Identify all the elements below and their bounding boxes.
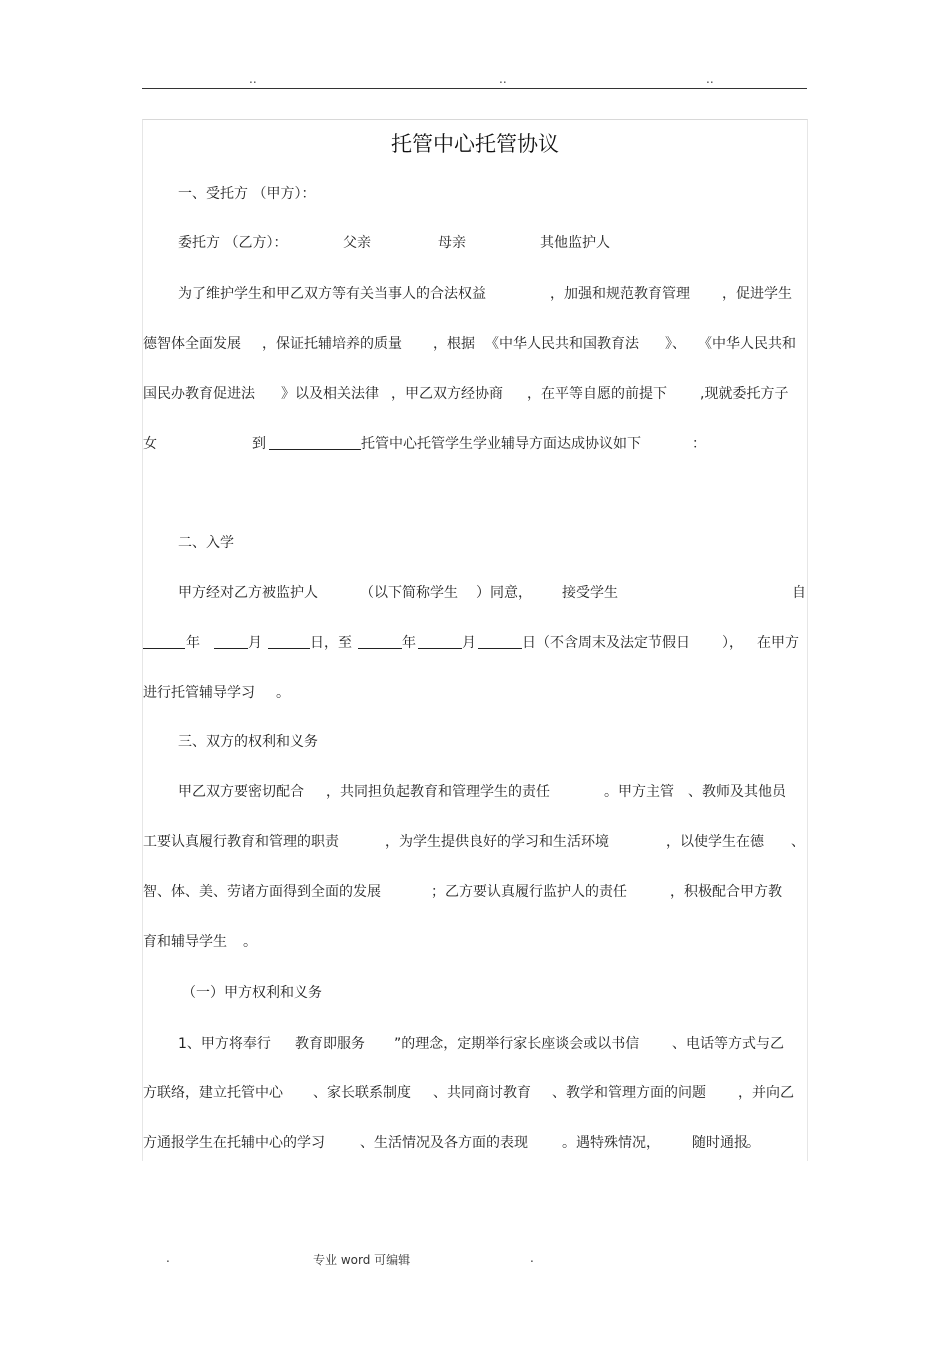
header-dots-left: .. <box>249 72 257 86</box>
sec2-line3-b: 。 <box>276 685 290 701</box>
para1-line3-e: ,现就委托方子 <box>700 386 789 402</box>
sec3-line2-b: ，为学生提供良好的学习和生活环境 <box>385 834 609 850</box>
para1-line2-d: 《中华人民共和国教育法 <box>485 336 639 352</box>
start-day-blank <box>268 634 310 649</box>
para1-line3-b: 》以及相关法律 <box>281 386 379 402</box>
para1-line1-b: ，加强和规范教育管理 <box>550 286 690 302</box>
clause1-line3-a: 方通报学生在托辅中心的学习 <box>143 1135 325 1151</box>
para1-line4-a: 女 <box>143 436 157 452</box>
sec3-line1-d: 、教师及其他员 <box>688 784 786 800</box>
clause1-line2-b: 、家长联系制度 <box>313 1085 411 1101</box>
para1-line3-a: 国民办教育促进法 <box>143 386 255 402</box>
para1-line4-b: 到 <box>252 436 266 452</box>
footer-right-dot: . <box>530 1251 534 1265</box>
start-month-blank <box>214 634 248 649</box>
sec2-line3-a: 进行托管辅导学习 <box>143 685 255 701</box>
end-year-blank <box>358 634 402 649</box>
clause1-line1-a: 1、甲方将奉行 <box>178 1036 271 1052</box>
party-b-label: 委托方 （乙方）： <box>178 235 288 251</box>
end-month-blank <box>418 634 462 649</box>
para1-line2-e: 》、 <box>665 336 686 352</box>
sec3-line2-d: 、 <box>791 834 805 850</box>
party-a-label: 一、受托方 （甲方）： <box>178 186 316 202</box>
subsection-a-heading: （一）甲方权利和义务 <box>182 985 322 1001</box>
sec2-line1-c: ）同意， <box>476 585 532 601</box>
footer-text: 专业 word 可编辑 <box>313 1253 411 1267</box>
end-day-blank <box>478 634 522 649</box>
para1-line1-a: 为了维护学生和甲乙双方等有关当事人的合法权益 <box>178 286 486 302</box>
para1-line2-b: ，保证托辅培养的质量 <box>262 336 402 352</box>
start-year-blank <box>143 634 185 649</box>
option-mother: 母亲 <box>438 235 466 251</box>
header-rule <box>142 88 807 89</box>
para1-line2-f: 《中华人民共和 <box>698 336 796 352</box>
para1-line3-c: ，甲乙双方经协商 <box>391 386 503 402</box>
section3-heading: 三、双方的权利和义务 <box>178 734 318 750</box>
start-day-label: 日，至 <box>310 635 352 651</box>
sec3-line4-b: 。 <box>243 934 257 950</box>
sec3-line2-a: 工要认真履行教育和管理的职责 <box>143 834 339 850</box>
sec2-line1-a: 甲方经对乙方被监护人 <box>178 585 318 601</box>
option-other-guardian: 其他监护人 <box>540 235 610 251</box>
clause1-line3-c: 。遇特殊情况， <box>562 1135 660 1151</box>
para1-line4-d: ： <box>692 436 706 452</box>
start-month-label: 月 <box>248 635 262 651</box>
clause1-line2-d: 、教学和管理方面的问题 <box>552 1085 706 1101</box>
sec2-line1-d: 接受学生 <box>562 585 618 601</box>
clause1-line3-b: 、生活情况及各方面的表现 <box>360 1135 528 1151</box>
sec3-line3-a: 智、体、美、劳诸方面得到全面的发展 <box>143 884 381 900</box>
clause1-line2-e: ，并向乙 <box>738 1085 794 1101</box>
sec2-line2-close: ）， <box>722 635 743 651</box>
document-title: 托管中心托管协议 <box>391 132 559 156</box>
clause1-line1-d: 、电话等方式与乙 <box>672 1036 784 1052</box>
option-father: 父亲 <box>343 235 371 251</box>
sec3-line1-a: 甲乙双方要密切配合 <box>178 784 304 800</box>
para1-line1-c: ，促进学生 <box>722 286 792 302</box>
clause1-line1-b: 教育即服务 <box>295 1036 365 1052</box>
sec3-line3-b: ；乙方要认真履行监护人的责任 <box>431 884 627 900</box>
clause1-line3-e: 。 <box>746 1135 760 1151</box>
end-month-label: 月 <box>462 635 476 651</box>
para1-line3-d: ，在平等自愿的前提下 <box>527 386 667 402</box>
sec2-line2-at-a: 在甲方 <box>757 635 799 651</box>
start-year-label: 年 <box>186 635 200 651</box>
sec3-line1-c: 。甲方主管 <box>604 784 674 800</box>
para1-line4-c: 托管中心托管学生学业辅导方面达成协议如下 <box>361 436 641 452</box>
header-dots-mid: .. <box>499 72 507 86</box>
clause1-line3-d: 随时通报 <box>692 1135 748 1151</box>
sec3-line1-b: ，共同担负起教育和管理学生的责任 <box>326 784 550 800</box>
sec3-line2-c: ，以使学生在德 <box>666 834 764 850</box>
end-year-label: 年 <box>402 635 416 651</box>
clause1-line2-c: 、共同商讨教育 <box>433 1085 531 1101</box>
sec2-line1-e: 自 <box>792 585 806 601</box>
clause1-line2-a: 方联络，建立托管中心 <box>143 1085 283 1101</box>
header-dots-right: .. <box>706 72 714 86</box>
para1-line2-c: ，根据 <box>433 336 475 352</box>
sec2-line1-b: （以下简称学生 <box>360 585 458 601</box>
footer-left-dot: . <box>166 1251 170 1265</box>
sec3-line3-c: ，积极配合甲方教 <box>670 884 782 900</box>
para1-line2-a: 德智体全面发展 <box>143 336 241 352</box>
section2-heading: 二、入学 <box>178 535 234 551</box>
sec3-line4-a: 育和辅导学生 <box>143 934 227 950</box>
clause1-line1-c: ”的理念，定期举行家长座谈会或以书信 <box>394 1036 640 1052</box>
end-day-label: 日（不含周末及法定节假日 <box>522 635 690 651</box>
center-name-blank <box>269 435 361 450</box>
